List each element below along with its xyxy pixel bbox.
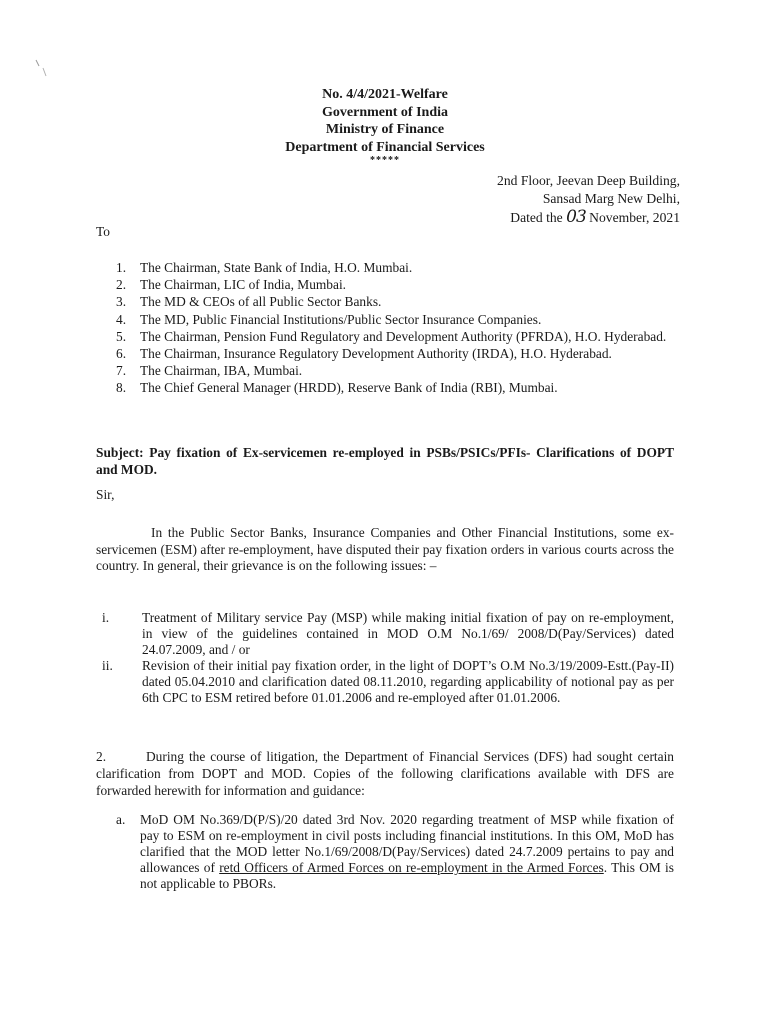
department-name: Department of Financial Services: [285, 139, 485, 155]
header-stars: *****: [370, 155, 400, 166]
paragraph-2: [96, 748, 674, 799]
addressee-item-text: The Chief General Manager (HRDD), Reserve Bank of India (RBI), Mumbai.: [140, 380, 558, 396]
addressee-item: [116, 329, 676, 345]
dated-prefix: Dated the: [510, 210, 563, 225]
addressee-item: [116, 346, 676, 362]
issues-list: [102, 610, 674, 706]
dated-suffix: November, 2021: [589, 210, 680, 225]
addressee-item-number: 4.: [116, 311, 127, 327]
addressee-item-text: The Chairman, Pension Fund Regulatory and Development Authority (PFRDA), H.O. Hyderabad.: [140, 328, 667, 344]
sender-address: [497, 172, 680, 227]
issue-item: [102, 610, 674, 658]
addressee-item-number: 6.: [116, 345, 127, 361]
addressee-item-text: The Chairman, LIC of India, Mumbai.: [140, 277, 347, 293]
issue-item: [102, 658, 674, 706]
subject-line: Subject: Pay fixation of Ex-servicemen re-employed in PSBs/PSICs/PFIs- Clarifications of DOPT and MOD.: [96, 445, 674, 477]
clarifications-list: [116, 812, 674, 892]
addressee-item-number: 2.: [116, 277, 127, 293]
issue-item-text: Revision of their initial pay fixation order, in the light of DOPT’s O.M No.3/19/2009-Estt.(Pay-II) dated 05.04.2010 and clarification dated 08.11.2010, regarding applicability of notional pay as per 6th CPC to ESM retired before 01.01.2006 and re-employed after 01.01.2006.: [142, 658, 674, 705]
clarification-item: [116, 812, 674, 892]
issue-item-number: ii.: [102, 658, 113, 673]
government-name: Government of India: [322, 104, 448, 120]
addressee-item: [116, 294, 676, 310]
addressee-item: [116, 380, 676, 396]
addressee-item-text: The Chairman, IBA, Mumbai.: [140, 363, 303, 379]
addressee-item-number: 3.: [116, 294, 127, 310]
addressee-item-number: 7.: [116, 363, 127, 379]
address-line-1: 2nd Floor, Jeevan Deep Building,: [497, 173, 680, 188]
addressee-item-number: 1.: [116, 260, 127, 275]
clarification-item-number: a.: [116, 812, 126, 827]
date-line: [497, 208, 680, 227]
addressee-item-text: The Chairman, Insurance Regulatory Development Authority (IRDA), H.O. Hyderabad.: [140, 345, 612, 361]
paragraph-2-text: During the course of litigation, the Department of Financial Services (DFS) had sought certain clarification from DOPT and MOD. Copies of the following clarifications available with DFS are forwarded herewith for information and guidance:: [96, 749, 674, 798]
scan-speck-mark: [34, 58, 52, 80]
issue-item-number: i.: [102, 610, 110, 625]
paragraph-2-number: 2.: [96, 749, 107, 764]
addressee-item: [116, 312, 676, 328]
addressee-item: [116, 363, 676, 379]
addressee-item: [116, 277, 676, 293]
paragraph-1: In the Public Sector Banks, Insurance Companies and Other Financial Institutions, some ex-servicemen (ESM) after re-employment, have disputed their pay fixation orders in various courts across the country. In general, their grievance is on the following issues: –: [96, 525, 674, 573]
addressee-item: [116, 260, 676, 276]
address-line-2: Sansad Marg New Delhi,: [542, 191, 680, 206]
clarification-item-text: MoD OM No.369/D(P/S)/20 dated 3rd Nov. 2020 regarding treatment of MSP while fixation of pay to ESM on re-employment in civil posts including financial institutions. In this OM, MoD has clarified that the MOD letter No.1/69/2008/D(Pay/Services) dated 24.7.2009 pertains to pay and allowances of: [140, 812, 674, 875]
letter-header: [200, 86, 570, 166]
clarification-item-text-end: . This OM is not applicable to PBORs.: [140, 860, 674, 891]
clarification-item-underlined-text: retd Officers of Armed Forces on re-employment in the Armed Forces: [219, 860, 604, 875]
addressee-item-number: 8.: [116, 380, 127, 396]
issue-item-text: Treatment of Military service Pay (MSP) while making initial fixation of pay on re-employment, in view of the guidelines contained in MOD O.M No.1/69/ 2008/D(Pay/Services) dated 24.07.2009, and / or: [142, 610, 674, 657]
addressee-item-text: The Chairman, State Bank of India, H.O. Mumbai.: [140, 260, 413, 275]
salutation: Sir,: [96, 487, 115, 502]
ministry-name: Ministry of Finance: [325, 122, 445, 137]
addressee-item-number: 5.: [116, 328, 127, 344]
dated-day-handwritten: 03: [566, 207, 586, 227]
addressee-item-text: The MD & CEOs of all Public Sector Banks.: [140, 294, 382, 310]
file-number: No. 4/4/2021-Welfare: [322, 87, 448, 102]
addressee-list: [116, 260, 676, 398]
to-label: To: [96, 224, 110, 239]
addressee-item-text: The MD, Public Financial Institutions/Public Sector Insurance Companies.: [140, 311, 542, 327]
